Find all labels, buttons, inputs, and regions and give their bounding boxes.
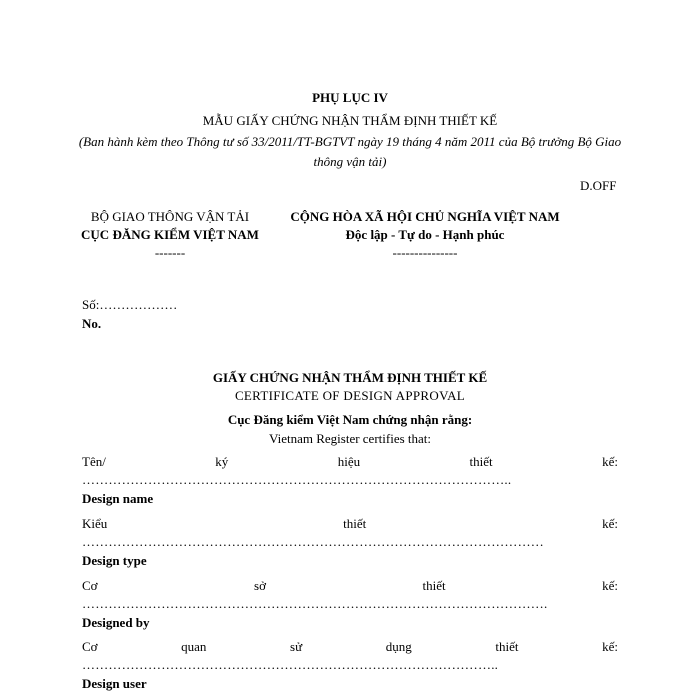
field-design-type-en: Design type xyxy=(82,553,147,568)
right-divider: --------------- xyxy=(392,245,458,260)
field-word: sử xyxy=(290,639,303,654)
field-word: kế: xyxy=(602,639,618,654)
field-word: Cơ xyxy=(82,639,98,654)
field-design-type-label xyxy=(82,516,618,532)
field-design-user-label xyxy=(82,639,618,655)
national-header xyxy=(280,208,570,262)
form-title: MẪU GIẤY CHỨNG NHẬN THẨM ĐỊNH THIẾT KẾ xyxy=(202,113,498,128)
field-word: Tên/ xyxy=(82,454,106,469)
field-word: thiết xyxy=(469,454,493,469)
field-word: Kiểu xyxy=(82,516,108,531)
country-name: CỘNG HÒA XÃ HỘI CHỦ NGHĨA VIỆT NAM xyxy=(290,209,560,224)
form-code: D.OFF xyxy=(580,178,617,193)
field-word: kế: xyxy=(602,454,618,469)
field-designed-by-label xyxy=(82,578,618,594)
certificate-title: GIẤY CHỨNG NHẬN THẨM ĐỊNH THIẾT KẾ xyxy=(212,370,488,385)
issuing-agency-header xyxy=(80,208,260,262)
field-design-name-label xyxy=(82,454,618,470)
left-divider: ------- xyxy=(154,245,186,260)
issued-note: (Ban hành kèm theo Thông tư số 33/2011/TT-BGTVT ngày 19 tháng 4 năm 2011 của Bộ trưởng Bộ Giao thông vận tải) xyxy=(78,134,622,169)
field-word: thiết xyxy=(422,578,446,593)
field-word: ký xyxy=(215,454,229,469)
agency-name: CỤC ĐĂNG KIỂM VIỆT NAM xyxy=(81,227,259,242)
field-designed-by-en: Designed by xyxy=(82,615,150,630)
number-label-en: No. xyxy=(82,316,102,331)
field-design-name-blank[interactable]: …………………………………………………………………………………….. xyxy=(82,472,512,487)
certifies-statement: Cục Đăng kiểm Việt Nam chứng nhận rằng: xyxy=(227,412,473,427)
field-word: dụng xyxy=(385,639,412,654)
field-word: thiết xyxy=(343,516,367,531)
field-designed-by-blank[interactable]: ……………………………………………………………………………………………. xyxy=(82,596,548,611)
field-design-type-blank[interactable]: …………………………………………………………………………………………… xyxy=(82,534,544,549)
certifies-statement-en: Vietnam Register certifies that: xyxy=(268,431,432,446)
field-word: Cơ xyxy=(82,578,98,593)
field-design-name-en: Design name xyxy=(82,491,154,506)
appendix-title: PHỤ LỤC IV xyxy=(312,90,388,105)
certificate-title-en: CERTIFICATE OF DESIGN APPROVAL xyxy=(234,388,466,403)
field-design-user-en: Design user xyxy=(82,676,147,691)
field-word: kế: xyxy=(602,578,618,593)
field-word: sở xyxy=(254,578,266,593)
number-block xyxy=(82,295,177,333)
ministry-name: BỘ GIAO THÔNG VẬN TẢI xyxy=(90,209,250,224)
national-motto: Độc lập - Tự do - Hạnh phúc xyxy=(345,227,505,242)
field-word: quan xyxy=(181,639,207,654)
field-word: thiết xyxy=(495,639,519,654)
field-word: hiệu xyxy=(337,454,361,469)
number-label: Số:……………… xyxy=(82,297,178,312)
field-word: kế: xyxy=(602,516,618,531)
field-design-user-blank[interactable]: ………………………………………………………………………………….. xyxy=(82,657,499,672)
